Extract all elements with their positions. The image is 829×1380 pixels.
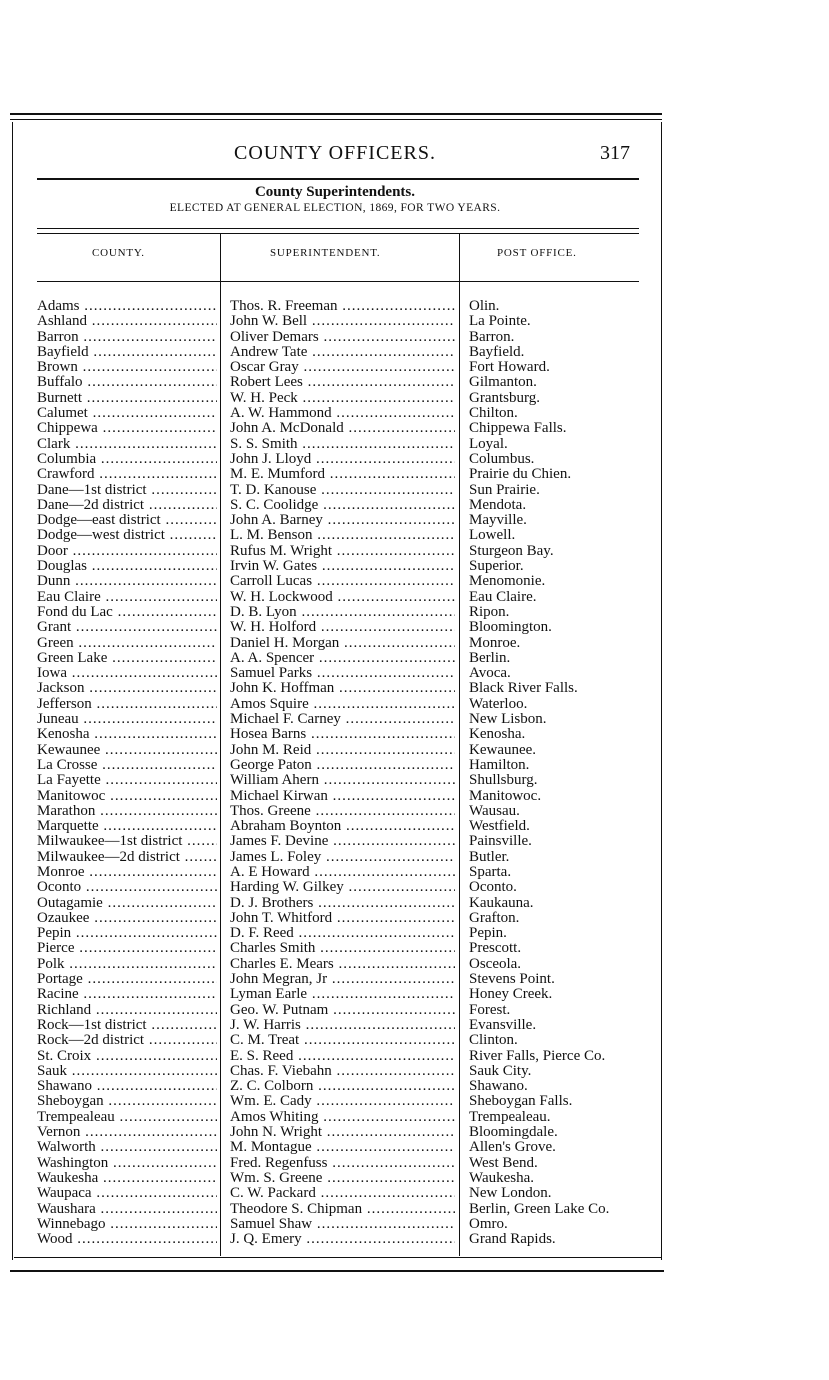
superintendent-cell: A. W. Hammond .....	[230, 406, 455, 421]
table-row	[0, 590, 660, 605]
post-office-cell: Prescott.	[469, 940, 522, 957]
post-office-cell: Columbus.	[469, 450, 535, 467]
table-row	[0, 406, 660, 421]
county-cell: Green .....	[37, 636, 217, 651]
post-office-cell: Kaukauna.	[469, 894, 534, 911]
superintendent-cell: Oscar Gray .....	[230, 360, 455, 375]
post-office-cell: Loyal.	[469, 435, 508, 452]
table-row	[0, 314, 660, 329]
superintendent-cell: E. S. Reed .....	[230, 1049, 455, 1064]
county-cell: Vernon .....	[37, 1125, 217, 1140]
county-cell: Juneau .....	[37, 712, 217, 727]
post-office-cell: Gilmanton.	[469, 374, 537, 391]
post-office-cell: Kewaunee.	[469, 741, 537, 758]
county-cell: Polk .....	[37, 957, 217, 972]
county-cell: Jackson .....	[37, 681, 217, 696]
post-office-cell: Monroe.	[469, 634, 521, 651]
superintendent-cell: Abraham Boynton .....	[230, 819, 455, 834]
table-row	[0, 865, 660, 880]
county-cell: Marathon .....	[37, 804, 217, 819]
superintendent-cell: Daniel H. Morgan .....	[230, 636, 455, 651]
table-row	[0, 789, 660, 804]
post-office-cell: Kenosha.	[469, 726, 526, 743]
superintendent-cell: John M. Reid .....	[230, 743, 455, 758]
table-row	[0, 758, 660, 773]
superintendent-cell: Oliver Demars .....	[230, 330, 455, 345]
post-office-cell: Sun Prairie.	[469, 481, 540, 498]
post-office-cell: Osceola.	[469, 955, 522, 972]
table-row	[0, 375, 660, 390]
table-row	[0, 1003, 660, 1018]
superintendent-cell: John J. Lloyd .....	[230, 452, 455, 467]
table-row	[0, 437, 660, 452]
post-office-cell: Prairie du Chien.	[469, 466, 572, 483]
table-row	[0, 957, 660, 972]
post-office-cell: Chippewa Falls.	[469, 420, 567, 437]
table-row	[0, 467, 660, 482]
superintendent-cell: James F. Devine .....	[230, 834, 455, 849]
county-cell: Dane—2d district .....	[37, 498, 217, 513]
superintendent-cell: M. Montague .....	[230, 1140, 455, 1155]
county-cell: Dunn .....	[37, 574, 217, 589]
county-cell: Ozaukee .....	[37, 911, 217, 926]
superintendent-cell: Chas. F. Viebahn .....	[230, 1064, 455, 1079]
county-cell: Manitowoc .....	[37, 789, 217, 804]
superintendent-cell: Z. C. Colborn .....	[230, 1079, 455, 1094]
post-office-cell: Bayfield.	[469, 343, 525, 360]
county-cell: Washington .....	[37, 1156, 217, 1171]
county-cell: Shawano .....	[37, 1079, 217, 1094]
superintendent-cell: Hosea Barns .....	[230, 727, 455, 742]
superintendent-cell: M. E. Mumford .....	[230, 467, 455, 482]
table-row	[0, 360, 660, 375]
superintendent-cell: Fred. Regenfuss .....	[230, 1156, 455, 1171]
superintendent-cell: Wm. S. Greene .....	[230, 1171, 455, 1186]
post-office-cell: Clinton.	[469, 1032, 518, 1049]
superintendent-cell: Theodore S. Chipman .....	[230, 1202, 455, 1217]
post-office-cell: Trempealeau.	[469, 1108, 551, 1125]
superintendent-cell: Harding W. Gilkey .....	[230, 880, 455, 895]
post-office-cell: Black River Falls.	[469, 680, 578, 697]
post-office-cell: Shullsburg.	[469, 772, 538, 789]
post-office-cell: New Lisbon.	[469, 711, 547, 728]
bottom-rule-thin	[14, 1257, 662, 1258]
post-office-cell: New London.	[469, 1185, 552, 1202]
superintendent-cell: John T. Whitford .....	[230, 911, 455, 926]
post-office-cell: Mendota.	[469, 496, 527, 513]
superintendent-cell: S. C. Coolidge .....	[230, 498, 455, 513]
table-row	[0, 666, 660, 681]
superintendent-cell: William Ahern .....	[230, 773, 455, 788]
superintendent-cell: A. A. Spencer .....	[230, 651, 455, 666]
county-cell: Pepin .....	[37, 926, 217, 941]
county-cell: Chippewa .....	[37, 421, 217, 436]
column-header-post-office: POST OFFICE.	[497, 247, 577, 259]
table-row	[0, 1217, 660, 1232]
county-cell: Winnebago .....	[37, 1217, 217, 1232]
table-row	[0, 987, 660, 1002]
county-cell: Adams .....	[37, 299, 217, 314]
superintendent-cell: T. D. Kanouse .....	[230, 483, 455, 498]
county-cell: Door .....	[37, 544, 217, 559]
superintendent-cell: Irvin W. Gates .....	[230, 559, 455, 574]
superintendent-cell: Carroll Lucas .....	[230, 574, 455, 589]
superintendent-cell: Amos Whiting .....	[230, 1110, 455, 1125]
county-cell: Outagamie .....	[37, 896, 217, 911]
post-office-cell: Sauk City.	[469, 1062, 532, 1079]
superintendent-cell: Robert Lees .....	[230, 375, 455, 390]
county-cell: Milwaukee—2d district .....	[37, 850, 217, 865]
superintendent-cell: Samuel Parks .....	[230, 666, 455, 681]
table-row	[0, 544, 660, 559]
county-cell: Fond du Lac .....	[37, 605, 217, 620]
superintendent-cell: Lyman Earle .....	[230, 987, 455, 1002]
county-cell: Bayfield .....	[37, 345, 217, 360]
table-row	[0, 452, 660, 467]
superintendent-cell: George Paton .....	[230, 758, 455, 773]
post-office-cell: Superior.	[469, 558, 524, 575]
county-cell: Calumet .....	[37, 406, 217, 421]
county-cell: St. Croix .....	[37, 1049, 217, 1064]
county-cell: Marquette .....	[37, 819, 217, 834]
post-office-cell: Allen's Grove.	[469, 1139, 556, 1156]
table-row	[0, 743, 660, 758]
post-office-cell: Fort Howard.	[469, 359, 550, 376]
superintendent-cell: Michael Kirwan .....	[230, 789, 455, 804]
column-header-superintendent: SUPERINTENDENT.	[270, 247, 381, 259]
county-cell: Milwaukee—1st district .....	[37, 834, 217, 849]
table-row	[0, 880, 660, 895]
table-row	[0, 1018, 660, 1033]
post-office-cell: Painsville.	[469, 833, 532, 850]
superintendent-cell: L. M. Benson .....	[230, 528, 455, 543]
section-subtitle: ELECTED AT GENERAL ELECTION, 1869, FOR TWO YEARS.	[169, 202, 501, 214]
county-cell: Crawford .....	[37, 467, 217, 482]
table-row	[0, 345, 660, 360]
county-cell: Clark .....	[37, 437, 217, 452]
table-row	[0, 850, 660, 865]
county-cell: Buffalo .....	[37, 375, 217, 390]
county-cell: Waukesha .....	[37, 1171, 217, 1186]
superintendent-cell: Amos Squire .....	[230, 697, 455, 712]
page-title: COUNTY OFFICERS.	[234, 142, 436, 164]
post-office-cell: La Pointe.	[469, 313, 531, 330]
county-cell: Columbia .....	[37, 452, 217, 467]
superintendent-cell: C. M. Treat .....	[230, 1033, 455, 1048]
superintendent-cell: John A. Barney .....	[230, 513, 455, 528]
post-office-cell: Shawano.	[469, 1078, 528, 1095]
county-cell: Waushara .....	[37, 1202, 217, 1217]
county-cell: Burnett .....	[37, 391, 217, 406]
post-office-cell: Pepin.	[469, 925, 507, 942]
superintendent-cell: John A. McDonald .....	[230, 421, 455, 436]
table-row	[0, 651, 660, 666]
page-number: 317	[600, 142, 630, 164]
officers-table-body	[0, 299, 660, 1247]
superintendent-cell: Rufus M. Wright .....	[230, 544, 455, 559]
county-cell: Brown .....	[37, 360, 217, 375]
table-row	[0, 681, 660, 696]
table-row	[0, 834, 660, 849]
table-row	[0, 636, 660, 651]
post-office-cell: Manitowoc.	[469, 787, 542, 804]
table-row	[0, 1110, 660, 1125]
superintendent-cell: James L. Foley .....	[230, 850, 455, 865]
header-rule	[37, 178, 639, 180]
superintendent-cell: J. Q. Emery .....	[230, 1232, 455, 1247]
post-office-cell: Menomonie.	[469, 573, 546, 590]
table-row	[0, 1079, 660, 1094]
table-row	[0, 1186, 660, 1201]
table-row	[0, 697, 660, 712]
superintendent-cell: Samuel Shaw .....	[230, 1217, 455, 1232]
table-row	[0, 421, 660, 436]
table-row	[0, 528, 660, 543]
county-cell: Dodge—west district .....	[37, 528, 217, 543]
superintendent-cell: C. W. Packard .....	[230, 1186, 455, 1201]
table-row	[0, 299, 660, 314]
superintendent-cell: D. F. Reed .....	[230, 926, 455, 941]
post-office-cell: Omro.	[469, 1215, 508, 1232]
table-row	[0, 1125, 660, 1140]
post-office-cell: Stevens Point.	[469, 971, 555, 988]
post-office-cell: Chilton.	[469, 405, 518, 422]
superintendent-cell: Andrew Tate .....	[230, 345, 455, 360]
superintendent-cell: John Megran, Jr .....	[230, 972, 455, 987]
county-cell: Richland .....	[37, 1003, 217, 1018]
table-row	[0, 574, 660, 589]
post-office-cell: Barron.	[469, 328, 515, 345]
table-row	[0, 483, 660, 498]
superintendent-cell: Charles E. Mears .....	[230, 957, 455, 972]
superintendent-cell: A. E Howard .....	[230, 865, 455, 880]
table-row	[0, 1049, 660, 1064]
superintendent-cell: Thos. Greene .....	[230, 804, 455, 819]
table-row	[0, 727, 660, 742]
county-cell: Jefferson .....	[37, 697, 217, 712]
section-title: County Superintendents.	[254, 184, 416, 200]
county-cell: Portage .....	[37, 972, 217, 987]
table-row	[0, 1156, 660, 1171]
table-row	[0, 896, 660, 911]
county-cell: Kenosha .....	[37, 727, 217, 742]
top-rule	[10, 113, 662, 115]
post-office-cell: Grantsburg.	[469, 389, 540, 406]
post-office-cell: Avoca.	[469, 665, 511, 682]
county-cell: Sauk .....	[37, 1064, 217, 1079]
post-office-cell: Forest.	[469, 1001, 511, 1018]
post-office-cell: Sturgeon Bay.	[469, 542, 554, 559]
column-header-county: COUNTY.	[92, 247, 145, 259]
county-cell: Green Lake .....	[37, 651, 217, 666]
post-office-cell: Bloomington.	[469, 619, 552, 636]
county-cell: Douglas .....	[37, 559, 217, 574]
post-office-cell: Westfield.	[469, 818, 530, 835]
table-row	[0, 712, 660, 727]
superintendent-cell: Wm. E. Cady .....	[230, 1094, 455, 1109]
superintendent-cell: Geo. W. Putnam .....	[230, 1003, 455, 1018]
header-underline	[37, 281, 639, 282]
post-office-cell: Hamilton.	[469, 756, 530, 773]
county-cell: Waupaca .....	[37, 1186, 217, 1201]
county-cell: Trempealeau .....	[37, 1110, 217, 1125]
table-row	[0, 498, 660, 513]
table-top-rule	[37, 228, 639, 229]
post-office-cell: Ripon.	[469, 603, 510, 620]
table-row	[0, 391, 660, 406]
post-office-cell: West Bend.	[469, 1154, 538, 1171]
table-row	[0, 559, 660, 574]
post-office-cell: Bloomingdale.	[469, 1124, 558, 1141]
county-cell: Wood .....	[37, 1232, 217, 1247]
table-row	[0, 1232, 660, 1247]
county-cell: Monroe .....	[37, 865, 217, 880]
superintendent-cell: John N. Wright .....	[230, 1125, 455, 1140]
county-cell: Dane—1st district .....	[37, 483, 217, 498]
county-cell: Dodge—east district .....	[37, 513, 217, 528]
post-office-cell: Sheboygan Falls.	[469, 1093, 573, 1110]
post-office-cell: Grand Rapids.	[469, 1231, 556, 1248]
post-office-cell: Berlin, Green Lake Co.	[469, 1200, 610, 1217]
table-row	[0, 819, 660, 834]
superintendent-cell: J. W. Harris .....	[230, 1018, 455, 1033]
county-cell: Walworth .....	[37, 1140, 217, 1155]
county-cell: Rock—1st district .....	[37, 1018, 217, 1033]
table-row	[0, 1094, 660, 1109]
table-row	[0, 330, 660, 345]
superintendent-cell: Thos. R. Freeman .....	[230, 299, 455, 314]
superintendent-cell: Charles Smith .....	[230, 941, 455, 956]
table-row	[0, 1171, 660, 1186]
table-row	[0, 804, 660, 819]
post-office-cell: Olin.	[469, 298, 500, 314]
post-office-cell: Waukesha.	[469, 1169, 535, 1186]
post-office-cell: Lowell.	[469, 527, 516, 544]
post-office-cell: Grafton.	[469, 909, 520, 926]
superintendent-cell: W. H. Peck .....	[230, 391, 455, 406]
table-row	[0, 972, 660, 987]
county-cell: Grant .....	[37, 620, 217, 635]
superintendent-cell: D. B. Lyon .....	[230, 605, 455, 620]
county-cell: Ashland .....	[37, 314, 217, 329]
county-cell: Barron .....	[37, 330, 217, 345]
post-office-cell: Waterloo.	[469, 695, 528, 712]
superintendent-cell: D. J. Brothers .....	[230, 896, 455, 911]
post-office-cell: Eau Claire.	[469, 588, 537, 605]
post-office-cell: Mayville.	[469, 512, 527, 529]
table-row	[0, 926, 660, 941]
table-row	[0, 605, 660, 620]
table-top-rule-2	[37, 233, 639, 234]
table-row	[0, 773, 660, 788]
table-row	[0, 1202, 660, 1217]
superintendent-cell: John W. Bell .....	[230, 314, 455, 329]
table-row	[0, 941, 660, 956]
county-cell: Rock—2d district .....	[37, 1033, 217, 1048]
superintendent-cell: Michael F. Carney .....	[230, 712, 455, 727]
superintendent-cell: John K. Hoffman .....	[230, 681, 455, 696]
table-row	[0, 911, 660, 926]
table-row	[0, 620, 660, 635]
county-cell: Sheboygan .....	[37, 1094, 217, 1109]
superintendent-cell: W. H. Holford .....	[230, 620, 455, 635]
top-rule-thin	[10, 119, 662, 120]
post-office-cell: Evansville.	[469, 1016, 537, 1033]
county-cell: Pierce .....	[37, 941, 217, 956]
county-cell: Iowa .....	[37, 666, 217, 681]
post-office-cell: Butler.	[469, 848, 510, 865]
county-cell: Racine .....	[37, 987, 217, 1002]
county-cell: Eau Claire .....	[37, 590, 217, 605]
post-office-cell: Wausau.	[469, 802, 520, 819]
post-office-cell: River Falls, Pierce Co.	[469, 1047, 606, 1064]
post-office-cell: Sparta.	[469, 863, 512, 880]
county-cell: La Fayette .....	[37, 773, 217, 788]
county-cell: Kewaunee .....	[37, 743, 217, 758]
superintendent-cell: S. S. Smith .....	[230, 437, 455, 452]
table-row	[0, 1033, 660, 1048]
table-row	[0, 1140, 660, 1155]
table-row	[0, 513, 660, 528]
table-row	[0, 1064, 660, 1079]
post-office-cell: Berlin.	[469, 649, 511, 666]
county-cell: Oconto .....	[37, 880, 217, 895]
post-office-cell: Honey Creek.	[469, 986, 553, 1003]
county-cell: La Crosse .....	[37, 758, 217, 773]
superintendent-cell: W. H. Lockwood .....	[230, 590, 455, 605]
post-office-cell: Oconto.	[469, 879, 517, 896]
bottom-rule	[10, 1270, 664, 1272]
